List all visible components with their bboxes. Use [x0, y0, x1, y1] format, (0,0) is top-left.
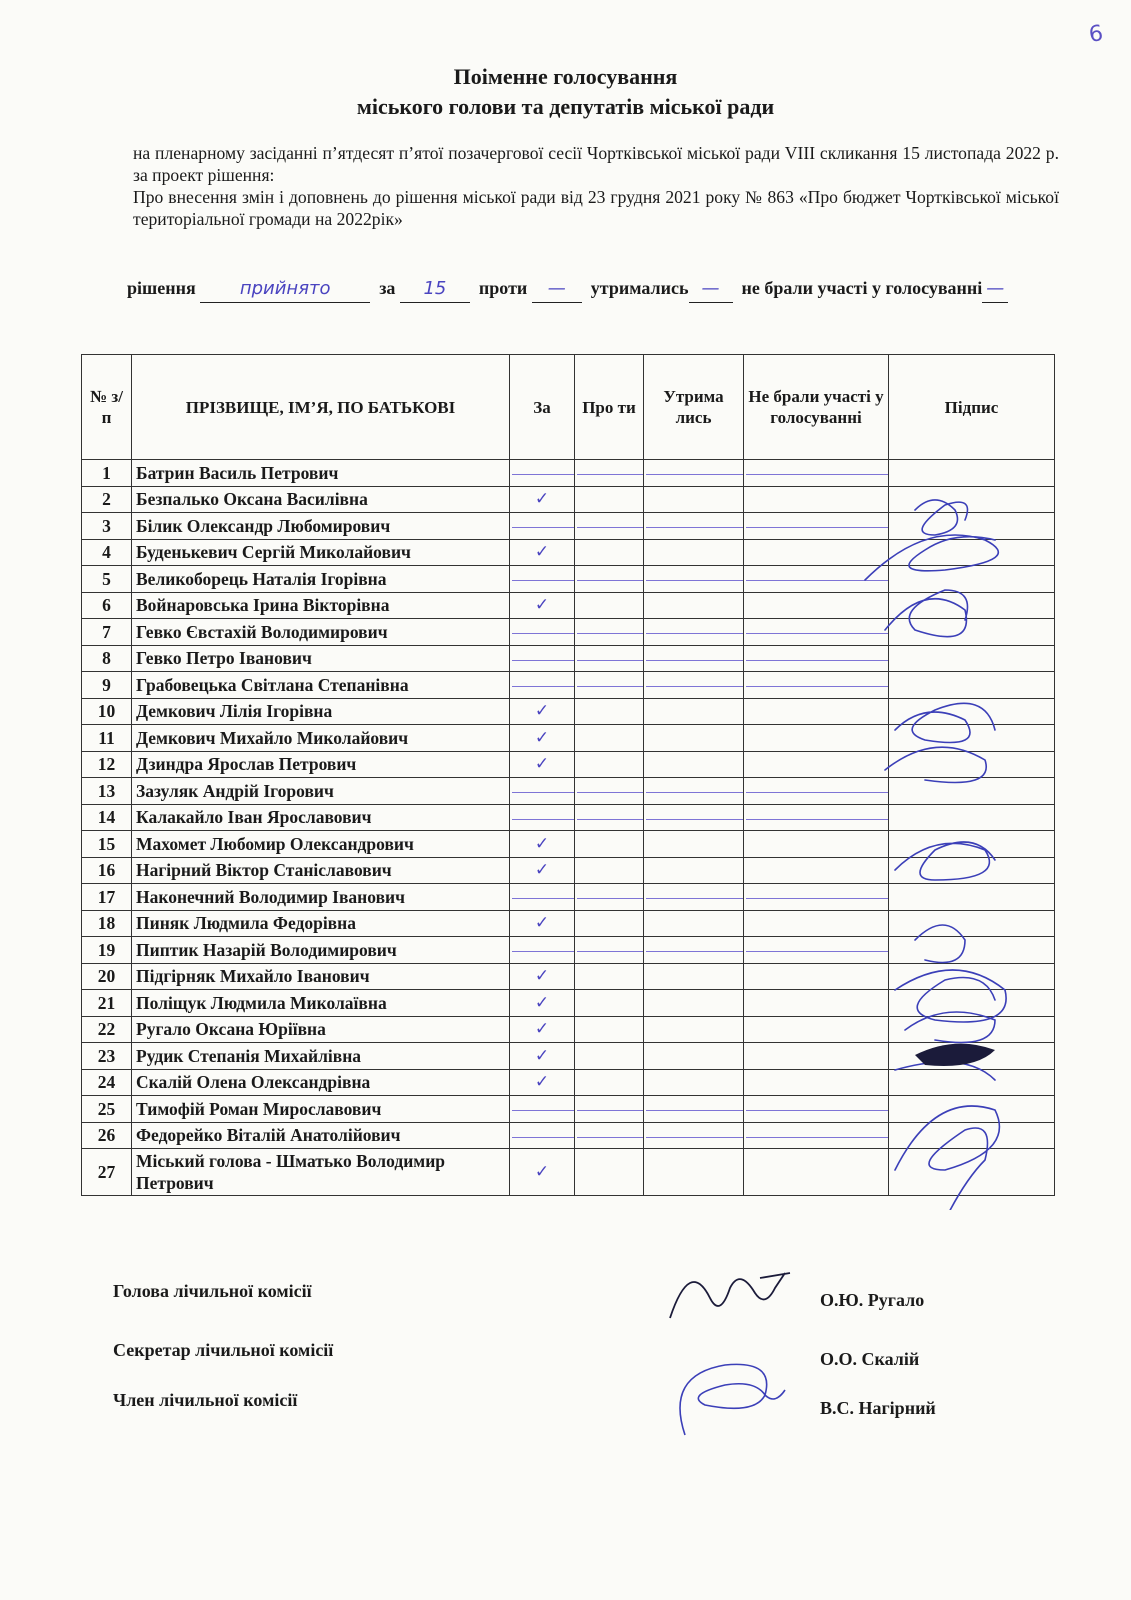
row-proty-cell: [575, 725, 644, 752]
row-name: Демкович Михайло Миколайович: [132, 725, 510, 752]
row-utrymalys-cell: [644, 1122, 744, 1149]
row-utrymalys-cell: [644, 513, 744, 540]
row-proty-cell: [575, 619, 644, 646]
row-za-cell: ✓: [510, 592, 575, 619]
row-name: Зазуляк Андрій Ігорович: [132, 778, 510, 805]
row-utrymalys-cell: [644, 619, 744, 646]
row-utrymalys-cell: [644, 831, 744, 858]
row-utrymalys-cell: [644, 1016, 744, 1043]
member-name: В.С. Нагірний: [820, 1398, 936, 1418]
row-utrymalys-cell: [644, 592, 744, 619]
row-name: Великоборець Наталія Ігорівна: [132, 566, 510, 593]
row-za-cell: [510, 513, 575, 540]
row-za-cell: ✓: [510, 725, 575, 752]
row-utrymalys-cell: [644, 963, 744, 990]
row-utrymalys-cell: [644, 725, 744, 752]
row-num: 5: [82, 566, 132, 593]
row-za-cell: ✓: [510, 539, 575, 566]
row-name: Нагірний Віктор Станіславович: [132, 857, 510, 884]
za-value: 15: [400, 276, 470, 303]
header-za: За: [510, 355, 575, 460]
row-za-cell: [510, 645, 575, 672]
row-num: 7: [82, 619, 132, 646]
row-utrymalys-cell: [644, 672, 744, 699]
row-name: Гевко Петро Іванович: [132, 645, 510, 672]
row-name: Гевко Євстахій Володимирович: [132, 619, 510, 646]
row-name: Підгірняк Михайло Іванович: [132, 963, 510, 990]
row-num: 14: [82, 804, 132, 831]
row-za-cell: ✓: [510, 831, 575, 858]
header-utrymalys: Утрима лись: [644, 355, 744, 460]
row-utrymalys-cell: [644, 990, 744, 1017]
row-num: 16: [82, 857, 132, 884]
row-proty-cell: [575, 513, 644, 540]
row-proty-cell: [575, 1096, 644, 1123]
header-num: № з/п: [82, 355, 132, 460]
row-proty-cell: [575, 937, 644, 964]
row-utrymalys-cell: [644, 804, 744, 831]
row-za-cell: ✓: [510, 963, 575, 990]
row-num: 18: [82, 910, 132, 937]
row-proty-cell: [575, 857, 644, 884]
row-za-cell: ✓: [510, 857, 575, 884]
decision-value: прийнято: [200, 276, 370, 303]
row-name: Тимофій Роман Мирославович: [132, 1096, 510, 1123]
row-num: 25: [82, 1096, 132, 1123]
row-name: Наконечний Володимир Іванович: [132, 884, 510, 911]
intro-text: [133, 142, 1059, 230]
row-name: Грабовецька Світлана Степанівна: [132, 672, 510, 699]
row-proty-cell: [575, 1043, 644, 1070]
row-num: 10: [82, 698, 132, 725]
row-num: 2: [82, 486, 132, 513]
row-num: 22: [82, 1016, 132, 1043]
row-utrymalys-cell: [644, 645, 744, 672]
row-utrymalys-cell: [644, 1043, 744, 1070]
proty-label: проти: [478, 278, 528, 298]
row-num: 23: [82, 1043, 132, 1070]
row-za-cell: [510, 1096, 575, 1123]
row-utrymalys-cell: [644, 751, 744, 778]
page-number: 6: [1087, 21, 1105, 48]
row-num: 8: [82, 645, 132, 672]
table-header-row: [82, 355, 1055, 460]
row-utrymalys-cell: [644, 566, 744, 593]
row-num: 1: [82, 460, 132, 487]
row-num: 12: [82, 751, 132, 778]
row-name: Пиняк Людмила Федорівна: [132, 910, 510, 937]
row-num: 27: [82, 1149, 132, 1196]
row-num: 24: [82, 1069, 132, 1096]
row-num: 9: [82, 672, 132, 699]
row-utrymalys-cell: [644, 937, 744, 964]
row-utrymalys-cell: [644, 698, 744, 725]
row-za-cell: ✓: [510, 910, 575, 937]
row-name: Войнаровська Ірина Вікторівна: [132, 592, 510, 619]
row-proty-cell: [575, 1149, 644, 1196]
row-za-cell: [510, 460, 575, 487]
row-za-cell: ✓: [510, 698, 575, 725]
row-name: Калакайло Іван Ярославович: [132, 804, 510, 831]
ne-braly-value: —: [982, 276, 1008, 303]
title-line-1: Поіменне голосування: [453, 64, 678, 89]
chair-signature: [665, 1268, 795, 1328]
row-proty-cell: [575, 804, 644, 831]
row-name: Батрин Василь Петрович: [132, 460, 510, 487]
row-proty-cell: [575, 831, 644, 858]
voting-result: [127, 275, 1059, 303]
row-proty-cell: [575, 460, 644, 487]
row-num: 21: [82, 990, 132, 1017]
row-utrymalys-cell: [644, 884, 744, 911]
row-num: 4: [82, 539, 132, 566]
secretary-label: Секретар лічильної комісії: [113, 1340, 334, 1360]
row-proty-cell: [575, 1016, 644, 1043]
row-za-cell: [510, 937, 575, 964]
member-label: Член лічильної комісії: [113, 1390, 298, 1410]
row-proty-cell: [575, 1069, 644, 1096]
decision-label: рішення: [127, 278, 196, 298]
row-num: 13: [82, 778, 132, 805]
row-proty-cell: [575, 539, 644, 566]
row-name: Демкович Лілія Ігорівна: [132, 698, 510, 725]
chair-name: О.Ю. Ругало: [820, 1290, 925, 1310]
row-proty-cell: [575, 566, 644, 593]
row-za-cell: [510, 778, 575, 805]
title-line-2: міського голови та депутатів міської ради: [356, 94, 775, 119]
row-za-cell: ✓: [510, 1043, 575, 1070]
row-proty-cell: [575, 990, 644, 1017]
row-za-cell: ✓: [510, 990, 575, 1017]
row-proty-cell: [575, 672, 644, 699]
header-name: ПРІЗВИЩЕ, ІМ’Я, ПО БАТЬКОВІ: [132, 355, 510, 460]
row-za-cell: [510, 566, 575, 593]
intro-session: на пленарному засіданні п’ятдесят п’ятої позачергової сесії Чортківської міської ради VIII скликання 15 листопада 2022 р. за проект рішення:: [133, 143, 1059, 185]
row-proty-cell: [575, 884, 644, 911]
row-utrymalys-cell: [644, 1069, 744, 1096]
row-za-cell: ✓: [510, 1069, 575, 1096]
utrymalys-value: —: [689, 276, 733, 303]
row-name: Міський голова - Шматько Володимир Петрович: [132, 1149, 510, 1196]
row-name: Скалій Олена Олександрівна: [132, 1069, 510, 1096]
row-za-cell: ✓: [510, 751, 575, 778]
row-proty-cell: [575, 963, 644, 990]
row-proty-cell: [575, 910, 644, 937]
member-signature: [665, 1355, 795, 1445]
row-utrymalys-cell: [644, 1149, 744, 1196]
row-za-cell: [510, 619, 575, 646]
row-num: 17: [82, 884, 132, 911]
row-proty-cell: [575, 778, 644, 805]
document-title: [0, 62, 1131, 122]
row-proty-cell: [575, 1122, 644, 1149]
row-num: 3: [82, 513, 132, 540]
row-name: Федорейко Віталій Анатолійович: [132, 1122, 510, 1149]
row-utrymalys-cell: [644, 539, 744, 566]
row-num: 15: [82, 831, 132, 858]
utrymalys-label: утримались: [590, 278, 689, 298]
row-name: Буденькевич Сергій Миколайович: [132, 539, 510, 566]
row-proty-cell: [575, 751, 644, 778]
deputies-signatures: [855, 470, 1065, 1210]
row-num: 11: [82, 725, 132, 752]
row-utrymalys-cell: [644, 910, 744, 937]
row-name: Махомет Любомир Олександрович: [132, 831, 510, 858]
row-za-cell: ✓: [510, 1016, 575, 1043]
row-za-cell: [510, 1122, 575, 1149]
row-utrymalys-cell: [644, 486, 744, 513]
header-pidpys: Підпис: [889, 355, 1055, 460]
intro-draft-decision: Про внесення змін і доповнень до рішення міської ради від 23 грудня 2021 року № 863 «Про бюджет Чортківської міської територіальної громади на 2022рік»: [133, 187, 1059, 229]
row-num: 20: [82, 963, 132, 990]
row-utrymalys-cell: [644, 778, 744, 805]
row-utrymalys-cell: [644, 857, 744, 884]
za-label: за: [379, 278, 396, 298]
row-za-cell: ✓: [510, 1149, 575, 1196]
row-num: 26: [82, 1122, 132, 1149]
row-za-cell: [510, 672, 575, 699]
row-proty-cell: [575, 486, 644, 513]
row-za-cell: ✓: [510, 486, 575, 513]
row-za-cell: [510, 884, 575, 911]
row-utrymalys-cell: [644, 460, 744, 487]
row-name: Поліщук Людмила Миколаївна: [132, 990, 510, 1017]
row-proty-cell: [575, 645, 644, 672]
row-num: 6: [82, 592, 132, 619]
row-za-cell: [510, 804, 575, 831]
row-proty-cell: [575, 592, 644, 619]
row-num: 19: [82, 937, 132, 964]
ne-braly-label: не брали участі у голосуванні: [741, 278, 983, 298]
row-name: Пиптик Назарій Володимирович: [132, 937, 510, 964]
row-name: Рудик Степанія Михайлівна: [132, 1043, 510, 1070]
row-name: Ругало Оксана Юріївна: [132, 1016, 510, 1043]
header-ne-braly: Не брали участі у голосуванні: [744, 355, 889, 460]
row-utrymalys-cell: [644, 1096, 744, 1123]
chair-label: Голова лічильної комісії: [113, 1281, 312, 1301]
row-proty-cell: [575, 698, 644, 725]
header-proty: Про ти: [575, 355, 644, 460]
row-name: Безпалько Оксана Василівна: [132, 486, 510, 513]
row-name: Дзиндра Ярослав Петрович: [132, 751, 510, 778]
row-name: Білик Олександр Любомирович: [132, 513, 510, 540]
proty-value: —: [532, 276, 582, 303]
secretary-name: О.О. Скалій: [820, 1349, 920, 1369]
